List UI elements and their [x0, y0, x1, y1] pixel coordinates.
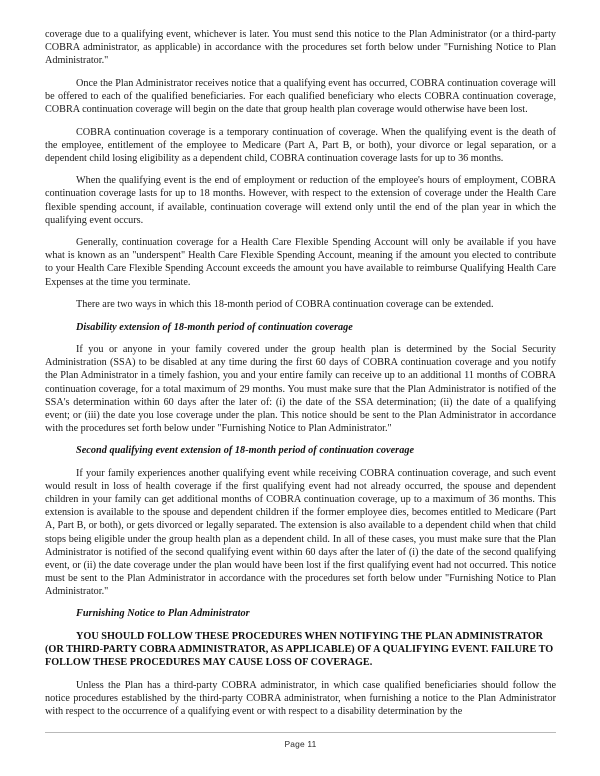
paragraph-health-care-flexible-spending-account: Generally, continuation coverage for a Health Care Flexible Spending Account will only be available if you have what is known as an "underspent" Health Care Flexible Spending Account, meaning if the amount you elected to contribute to your Health Care Flexible Spending Account exceeds the amount you have available to reimburse Qualifying Health Care Expenses at the time you terminate.: [45, 237, 556, 288]
paragraph-unless-plan-has-third-party-administrator: Unless the Plan has a third-party COBRA administrator, in which case qualified beneficiaries should follow the notice procedures established by the third-party COBRA administrator, when furnishing a notice to the Plan Administrator with respect to the occurrence of a qualifying event or with respect to a disability determination by the: [45, 679, 556, 718]
footer-divider: [45, 732, 556, 733]
paragraph-end-of-employment-18-months: When the qualifying event is the end of employment or reduction of the employee's hours of employment, COBRA continuation coverage lasts for up to 18 months. However, with respect to the extension of coverage under the Health Care flexible spending account, if available, continuation coverage will extend only until the end of the plan year in which the qualifying event occurs.: [45, 175, 556, 226]
paragraph-continuation-notice: coverage due to a qualifying event, whichever is later. You must send this notice to the Plan Administrator (or a third-party COBRA administrator, as applicable) in accordance with the procedures set forth below under "Furnishing Notice to Plan Administrator.": [45, 29, 556, 67]
paragraph-temporary-continuation-36-months: COBRA continuation coverage is a temporary continuation of coverage. When the qualifying event is the death of the employee, entitlement of the employee to Medicare (Part A, Part B, or both), your divorce or legal separation, or a dependent child losing eligibility as a dependent child, COBRA continuation coverage lasts for up to 36 months.: [45, 126, 556, 164]
heading-disability-extension: Disability extension of 18-month period of continuation coverage: [76, 321, 353, 333]
paragraph-two-ways-to-extend: There are two ways in which this 18-month period of COBRA continuation coverage can be extended.: [76, 299, 494, 311]
page-footer: [45, 732, 556, 749]
heading-furnishing-notice-to-plan-administrator: Furnishing Notice to Plan Administrator: [76, 608, 250, 620]
heading-second-qualifying-event-extension: Second qualifying event extension of 18-month period of continuation coverage: [76, 445, 415, 457]
document-body: [45, 28, 556, 718]
paragraph-once-plan-administrator-receives-notice: Once the Plan Administrator receives notice that a qualifying event has occurred, COBRA continuation coverage will be offered to each of the qualified beneficiaries. For each qualified beneficiary who elects COBRA continuation coverage, COBRA continuation coverage will begin on the date that group health plan coverage would otherwise have been lost.: [45, 77, 556, 115]
page-number: Page 11: [284, 739, 317, 749]
paragraph-procedures-warning: YOU SHOULD FOLLOW THESE PROCEDURES WHEN NOTIFYING THE PLAN ADMINISTRATOR (OR THIRD-PARTY COBRA ADMINISTRATOR, AS APPLICABLE) OF A QUALIFYING EVENT. FAILURE TO FOLLOW THESE PROCEDURES MAY CAUSE LOSS OF COVERAGE.: [45, 631, 554, 669]
paragraph-disability-extension-details: If you or anyone in your family covered under the group health plan is determined by the Social Security Administration (SSA) to be disabled at any time during the first 60 days of COBRA continuation coverage and you notify the Plan Administrator in a timely fashion, you and your entire family can receive up to an additional 11 months of COBRA continuation coverage, for a total maximum of 29 months. You must make sure that the Plan Administrator is notified of the SSA's determination within 60 days after the later of: (i) the date of the SSA determination; (ii) the date of a qualifying event; or (iii) the date you lose coverage under the plan. This notice should be sent to the Plan Administrator in accordance with the procedures set forth below under "Furnishing Notice to Plan Administrator.": [45, 344, 556, 434]
paragraph-second-qualifying-event-details: If your family experiences another qualifying event while receiving COBRA continuation coverage, and such event would result in loss of health coverage if the first qualifying event had not already occurred, the spouse and dependent children in your family can get additional months of COBRA continuation coverage, up to a maximum of 36 months. This extension is available to the spouse and dependent children if the former employee dies, becomes entitled to Medicare (Part A, Part B, or both), or gets divorced or legally separated. The extension is also available to a dependent child when that child stops being eligible under the group health plan as a dependent child. In all of these cases, you must make sure that the Plan Administrator is notified of the second qualifying event within 60 days after the later of (i) the date of the second qualifying event, or (ii) the date coverage under the plan would have been lost if the first qualifying event had not occurred. This notice must be sent to the Plan Administrator in accordance with the procedures set forth below under "Furnishing Notice to Plan Administrator.": [45, 468, 556, 597]
